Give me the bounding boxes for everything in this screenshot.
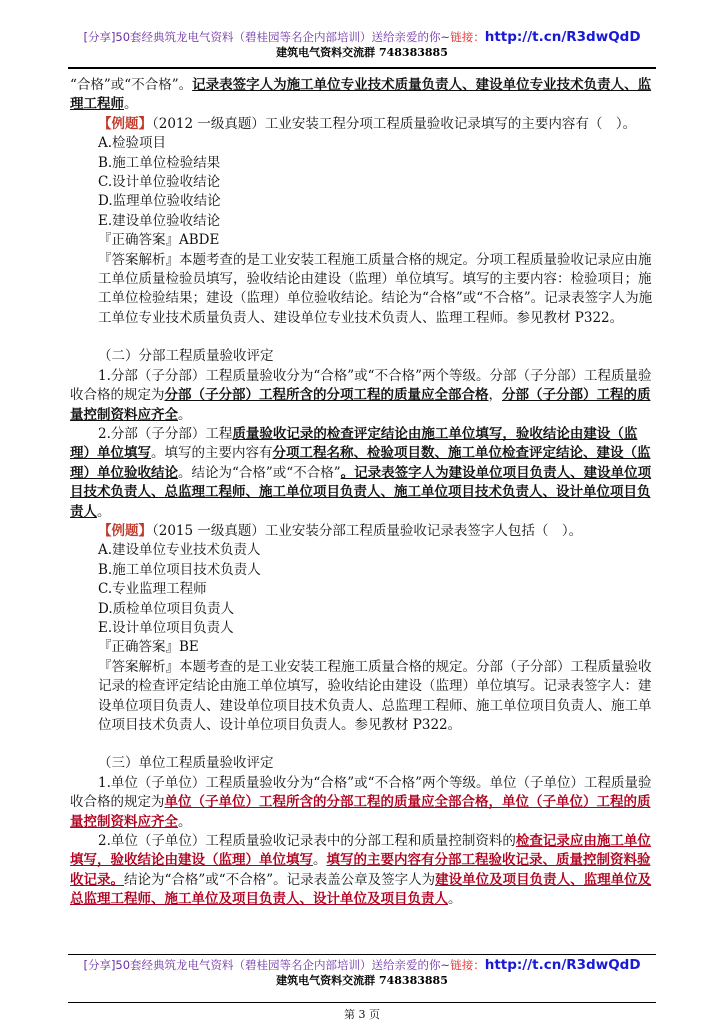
text-span: 1.分部（子分部）工程质量验收分为“合格”或“不合格”两个等级。分部（子分部）工程质量验收合格的规定为 — [70, 367, 652, 404]
section-heading-3: （三）单位工程质量验收评定 — [98, 755, 274, 772]
key-point: 单位（子单位）工程所含的分部工程的质量应全部合格，单位（子单位）工程的质量控制资料应齐全 — [70, 794, 651, 830]
key-point: 记录表签字人为施工单位专业技术质量负责人、建设单位专业技术负责人、监理工程师 — [70, 77, 652, 113]
group-text: 建筑电气资料交流群 748383885 — [276, 46, 448, 59]
footer-rule-bottom — [68, 1002, 656, 1003]
example-1-question — [70, 115, 656, 134]
analysis: 『答案解析』本题考查的是工业安装工程施工质量合格的规定。分部（子分部）工程质量验收记录的检查评定结论由施工单位填写，验收结论由建设（监理）单位填写。记录表签字人：建设单位项目负责人、建设单位项目技术负责人、总监理工程师、施工单位项目负责人、施工单位项目技术负责人、设计单位项目负责人。参见教材 P322。 — [98, 658, 652, 733]
text-span: 。填写的主要内容有 — [151, 445, 273, 462]
text-span: 。 — [97, 503, 111, 520]
option: D.质检单位项目负责人 — [98, 600, 235, 617]
section-2-para-1 — [70, 367, 656, 425]
option: C.设计单位验收结论 — [98, 174, 221, 191]
section-heading-2: （二）分部工程质量验收评定 — [98, 348, 274, 365]
key-point: 。记录表签字人为建设单位项目负责人、建设单位项目技术负责人、总监理工程师、施工单位项目负责人、施工单位项目技术负责人、设计单位项目负责人 — [70, 464, 652, 520]
ad-text[interactable]: [分享]50套经典筑龙电气资料（碧桂园等名企内部培训）送给亲爱的你~ — [83, 30, 451, 44]
option: A.建设单位专业技术负责人 — [98, 542, 261, 559]
key-point: 建设单位及项目负责人、监理单位及总监理工程师、施工单位及项目负责人、设计单位及项目负责人 — [70, 871, 652, 908]
text-span: 。 — [178, 406, 192, 423]
link-label: 链接： — [450, 958, 485, 972]
section-3-para-1 — [70, 774, 656, 832]
answer: 『正确答案』ABDE — [98, 232, 220, 249]
page-header — [68, 28, 656, 60]
footer-rule — [68, 954, 656, 955]
question-text: （2012 一级真题）工业安装工程分项工程质量验收记录填写的主要内容有（ ）。 — [152, 115, 637, 132]
answer: 『正确答案』BE — [98, 639, 199, 656]
ad-line — [68, 28, 656, 46]
text-span: 。结论为“合格”或“不合格” — [178, 464, 341, 481]
text-span: 。 — [124, 96, 138, 113]
text-span: 1.单位（子单位）工程质量验收分为“合格”或“不合格”两个等级。单位（子单位）工程质量验收合格的规定为 — [70, 774, 652, 811]
text-span: ， — [488, 387, 502, 404]
share-link[interactable]: http://t.cn/R3dwQdD — [484, 957, 641, 973]
group-text: 建筑电气资料交流群 748383885 — [276, 974, 448, 987]
share-link[interactable]: http://t.cn/R3dwQdD — [484, 29, 641, 45]
option: B.施工单位检验结果 — [98, 154, 221, 171]
ad-text[interactable]: [分享]50套经典筑龙电气资料（碧桂园等名企内部培训）送给亲爱的你~ — [83, 958, 451, 972]
key-point: 分部（子分部）工程的质量控制资料应齐全 — [70, 387, 651, 423]
example-tag: 【例题】 — [98, 522, 152, 539]
key-point: 质量验收记录的检查评定结论由施工单位填写，验收结论由建设（监理）单位填写 — [70, 425, 638, 462]
para-continuation — [70, 76, 656, 115]
text-span: 。 — [313, 852, 327, 869]
text-span: 。 — [448, 891, 462, 908]
example-tag: 【例题】 — [98, 115, 152, 132]
key-point: 填写的主要内容有分部工程验收记录、质量控制资料验收记录。 — [70, 852, 651, 888]
example-2-question — [70, 522, 656, 541]
text-span: 。 — [178, 813, 192, 830]
text-span: 2.分部（子分部）工程 — [98, 425, 233, 442]
ad-line — [68, 956, 656, 974]
page-footer-banner — [68, 956, 656, 988]
option: D.监理单位验收结论 — [98, 193, 221, 210]
option: A.检验项目 — [98, 135, 167, 152]
section-2-para-2 — [70, 425, 656, 522]
text-span: “合格”或“不合格”。 — [70, 77, 193, 93]
header-rule — [68, 67, 656, 69]
key-point: 分项工程名称、检验项目数、施工单位检查评定结论、建设（监理）单位验收结论 — [70, 445, 651, 481]
option: E.设计单位项目负责人 — [98, 619, 234, 636]
section-3-para-2 — [70, 832, 656, 910]
option: B.施工单位项目技术负责人 — [98, 561, 261, 578]
text-span: 2.单位（子单位）工程质量验收记录表中的分部工程和质量控制资料的 — [98, 833, 516, 850]
question-text: （2015 一级真题）工业安装分部工程质量验收记录表签字人包括（ ）。 — [152, 522, 583, 539]
text-span: 结论为“合格”或“不合格”。记录表盖公章及签字人为 — [124, 871, 436, 888]
option: C.专业监理工程师 — [98, 581, 207, 598]
page-body — [70, 76, 656, 910]
link-label: 链接： — [450, 30, 485, 44]
key-point: 分部（子分部）工程所含的分项工程的质量应全部合格 — [164, 387, 489, 404]
key-point: 检查记录应由施工单位填写，验收结论由建设（监理）单位填写 — [70, 833, 651, 869]
option: E.建设单位验收结论 — [98, 212, 221, 229]
analysis: 『答案解析』本题考查的是工业安装工程施工质量合格的规定。分项工程质量验收记录应由施工单位质量检验员填写，验收结论由建设（监理）单位填写。填写的主要内容：检验项目；施工单位检验结果；建设（监理）单位验收结论。结论为“合格”或“不合格”。记录表签字人为施工单位专业技术质量负责人、建设单位专业技术负责人、监理工程师。参见教材 P322。 — [98, 251, 653, 326]
page-number: 第 3 页 — [344, 1008, 380, 1021]
